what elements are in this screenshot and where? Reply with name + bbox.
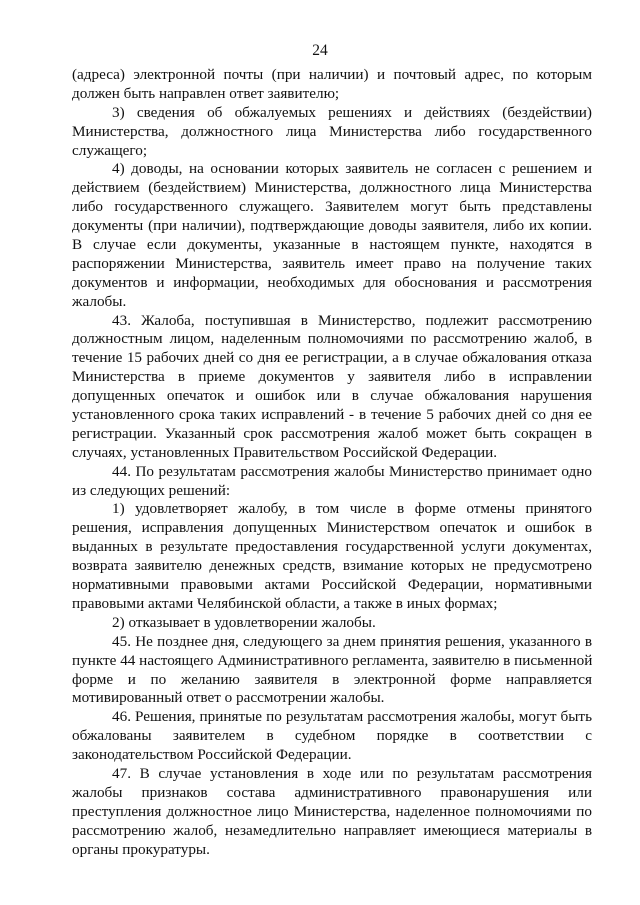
text-line: 1) удовлетворяет жалобу, в том числе в форме отмены принятого bbox=[112, 500, 592, 518]
text-line: 4) доводы, на основании которых заявитель не согласен с решением и bbox=[112, 160, 592, 178]
text-line: 3) сведения об обжалуемых решениях и действиях (бездействии) bbox=[112, 103, 592, 121]
text-line: случаях, установленных Правительством Российской Федерации. bbox=[72, 443, 498, 461]
text-line: документов и информации, необходимых для обоснования и рассмотрения bbox=[72, 273, 592, 291]
text-line: 44. По результатам рассмотрения жалобы Министерство принимает одно bbox=[112, 462, 592, 480]
text-line: допущенных опечаток и ошибок или в случае обжалования нарушения bbox=[72, 387, 592, 405]
text-line: органы прокуратуры. bbox=[72, 840, 210, 858]
text-line: течение 15 рабочих дней со дня ее регистрации, а в случае обжалования отказа bbox=[72, 349, 592, 367]
text-line: возврата заявителю денежных средств, взимание которых не предусмотрено bbox=[72, 557, 592, 575]
text-line: должностным лицом, наделенным полномочиями по рассмотрению жалоб, в bbox=[72, 330, 592, 348]
text-line: 47. В случае установления в ходе или по результатам рассмотрения bbox=[112, 764, 592, 782]
text-line: выданных в результате предоставления государственной услуги документах, bbox=[72, 538, 592, 556]
text-line: правовыми актами Челябинской области, а также в иных формах; bbox=[72, 594, 498, 612]
text-line: распоряжении Министерства, заявитель имеет право на получение таких bbox=[72, 254, 592, 272]
text-line: документы (при наличии), подтверждающие доводы заявителя, либо их копии. bbox=[72, 217, 592, 235]
text-line: из следующих решений: bbox=[72, 481, 231, 499]
text-line: служащего; bbox=[72, 141, 148, 159]
page-number: 24 bbox=[312, 42, 328, 59]
text-line: пункте 44 настоящего Административного регламента, заявителю в письменной bbox=[72, 651, 593, 669]
text-line: 2) отказывает в удовлетворении жалобы. bbox=[112, 613, 376, 631]
text-line: мотивированный ответ о рассмотрении жалобы. bbox=[72, 689, 385, 707]
text-line: нормативными правовыми актами Российской Федерации, нормативными bbox=[72, 576, 592, 594]
text-line: решения, исправления допущенных Министерством опечаток и ошибок в bbox=[72, 519, 592, 537]
text-line: либо государственного служащего. Заявителем могут быть представлены bbox=[72, 198, 592, 216]
text-line: преступления должностное лицо Министерства, наделенное полномочиями по bbox=[72, 802, 592, 820]
text-line: законодательством Российской Федерации. bbox=[72, 746, 352, 764]
text-line: действием (бездействием) Министерства, должностного лица Министерства bbox=[72, 179, 592, 197]
text-line: Министерства, должностного лица Министерства либо государственного bbox=[72, 122, 592, 140]
text-line: регистрации. Указанный срок рассмотрения жалоб может быть сокращен в bbox=[72, 424, 592, 442]
text-line: рассмотрению жалоб, незамедлительно направляет имеющиеся материалы в bbox=[72, 821, 592, 839]
text-line: должен быть направлен ответ заявителю; bbox=[72, 84, 340, 102]
text-line: В случае если документы, указанные в настоящем пункте, находятся в bbox=[72, 236, 592, 254]
text-line: жалобы. bbox=[72, 292, 127, 310]
text-line: установленного срока таких исправлений - в течение 5 рабочих дней со дня ее bbox=[72, 406, 592, 424]
text-line: 45. Не позднее дня, следующего за днем принятия решения, указанного в bbox=[112, 632, 592, 650]
document-body bbox=[72, 66, 592, 859]
text-line: жалобы признаков состава административного правонарушения или bbox=[72, 783, 592, 801]
text-line: (адреса) электронной почты (при наличии) и почтовый адрес, по которым bbox=[72, 66, 592, 83]
text-line: 43. Жалоба, поступившая в Министерство, подлежит рассмотрению bbox=[112, 311, 592, 329]
text-line: обжалованы заявителем в судебном порядке в соответствии с bbox=[72, 727, 592, 745]
text-line: Министерства в приеме документов у заявителя либо в исправлении bbox=[72, 368, 592, 386]
text-line: 46. Решения, принятые по результатам рассмотрения жалобы, могут быть bbox=[112, 708, 592, 726]
text-line: форме и по желанию заявителя в электронной форме направляется bbox=[72, 670, 592, 688]
